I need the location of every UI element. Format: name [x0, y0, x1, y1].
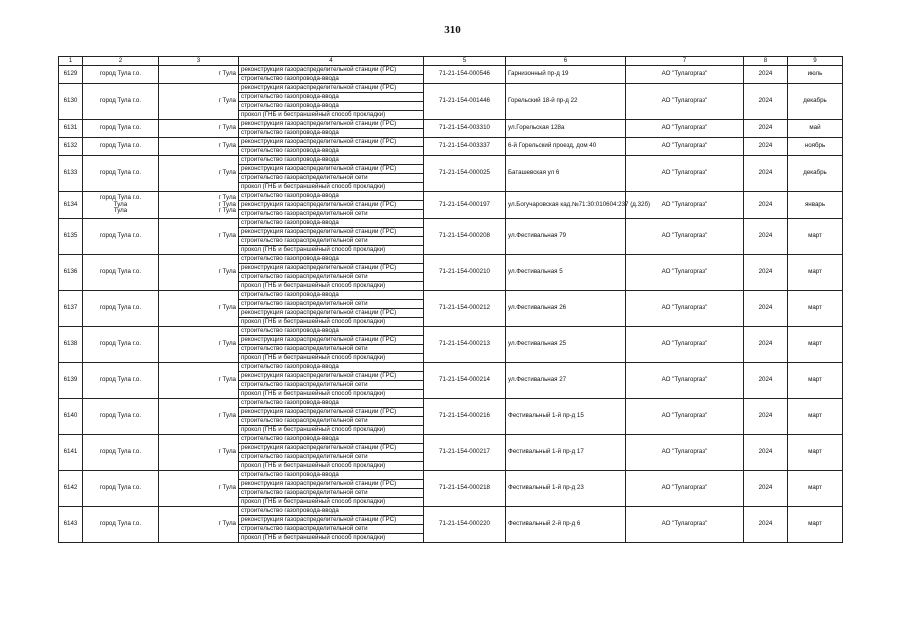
object-code: 71-21-154-000208 — [424, 219, 506, 255]
record-number: 6136 — [59, 255, 83, 291]
organization: АО "Тулагоргаз" — [626, 507, 744, 543]
organization: АО "Тулагоргаз" — [626, 192, 744, 219]
locality-cell — [159, 363, 239, 399]
municipality: город Тула г.о. — [99, 340, 142, 348]
work-type: прокол (ГНБ и бестраншейный способ прокладки) — [239, 390, 424, 399]
col-header: 8 — [744, 57, 788, 66]
locality-cell — [159, 120, 239, 138]
locality: г Тула — [218, 124, 236, 132]
locality: г Тула — [218, 142, 236, 150]
municipality-cell — [83, 66, 159, 84]
address: ул.Фестивальная 79 — [506, 219, 626, 255]
table-row — [59, 471, 843, 480]
locality-cell — [159, 138, 239, 156]
locality: г Тула — [218, 200, 236, 208]
organization: АО "Тулагоргаз" — [626, 471, 744, 507]
organization: АО "Тулагоргаз" — [626, 156, 744, 192]
work-type: реконструкция газораспределительной станции (ГРС) — [239, 480, 424, 489]
col-header: 6 — [506, 57, 626, 66]
work-type: прокол (ГНБ и бестраншейный способ прокладки) — [239, 498, 424, 507]
month: март — [788, 471, 843, 507]
record-number: 6131 — [59, 120, 83, 138]
locality-cell — [159, 435, 239, 471]
object-code: 71-21-154-000210 — [424, 255, 506, 291]
municipality: Тула — [113, 200, 128, 208]
work-type: реконструкция газораспределительной станции (ГРС) — [239, 138, 424, 147]
organization: АО "Тулагоргаз" — [626, 363, 744, 399]
organization: АО "Тулагоргаз" — [626, 291, 744, 327]
locality: г Тула — [218, 194, 236, 202]
work-type: реконструкция газораспределительной станции (ГРС) — [239, 309, 424, 318]
month: май — [788, 120, 843, 138]
municipality-cell — [83, 255, 159, 291]
locality: г Тула — [218, 169, 236, 177]
month: декабрь — [788, 84, 843, 120]
work-type: строительство газораспределительной сети — [239, 210, 424, 219]
locality: г Тула — [218, 448, 236, 456]
organization: АО "Тулагоргаз" — [626, 66, 744, 84]
table-row — [59, 192, 843, 201]
address: ул.Горельская 128а — [506, 120, 626, 138]
address: ул.Фестивальная 26 — [506, 291, 626, 327]
table-row — [59, 363, 843, 372]
address: Баташевская ул 6 — [506, 156, 626, 192]
work-type: строительство газопровода-ввода — [239, 219, 424, 228]
work-type: строительство газораспределительной сети — [239, 345, 424, 354]
address: ул.Фестивальная 25 — [506, 327, 626, 363]
municipality: город Тула г.о. — [99, 412, 142, 420]
locality-cell — [159, 219, 239, 255]
municipality: город Тула г.о. — [99, 97, 142, 105]
header-row — [59, 57, 843, 66]
locality-cell — [159, 192, 239, 219]
table-row — [59, 138, 843, 147]
municipality: город Тула г.о. — [99, 169, 142, 177]
municipality-cell — [83, 120, 159, 138]
organization: АО "Тулагоргаз" — [626, 84, 744, 120]
municipality-cell — [83, 363, 159, 399]
record-number: 6140 — [59, 399, 83, 435]
col-header: 9 — [788, 57, 843, 66]
work-type: прокол (ГНБ и бестраншейный способ прокладки) — [239, 534, 424, 543]
month: январь — [788, 192, 843, 219]
locality-cell — [159, 327, 239, 363]
object-code: 71-21-154-000546 — [424, 66, 506, 84]
municipality-cell — [83, 399, 159, 435]
year: 2024 — [744, 363, 788, 399]
work-type: строительство газораспределительной сети — [239, 453, 424, 462]
table-body — [59, 66, 843, 543]
object-code: 71-21-154-000216 — [424, 399, 506, 435]
table-row — [59, 507, 843, 516]
work-type: реконструкция газораспределительной станции (ГРС) — [239, 84, 424, 93]
record-number: 6143 — [59, 507, 83, 543]
address: Горельский 18-й пр-д 22 — [506, 84, 626, 120]
table-row — [59, 255, 843, 264]
record-number: 6141 — [59, 435, 83, 471]
locality-cell — [159, 471, 239, 507]
work-type: строительство газораспределительной сети — [239, 237, 424, 246]
locality: г Тула — [218, 268, 236, 276]
work-type: прокол (ГНБ и бестраншейный способ прокладки) — [239, 462, 424, 471]
municipality-cell — [83, 84, 159, 120]
work-type: строительство газораспределительной сети — [239, 489, 424, 498]
month: март — [788, 219, 843, 255]
work-type: прокол (ГНБ и бестраншейный способ прокладки) — [239, 354, 424, 363]
month: март — [788, 291, 843, 327]
table-row — [59, 84, 843, 93]
object-code: 71-21-154-003337 — [424, 138, 506, 156]
month: март — [788, 363, 843, 399]
municipality: город Тула г.о. — [99, 232, 142, 240]
table-row — [59, 435, 843, 444]
object-code: 71-21-154-000213 — [424, 327, 506, 363]
work-type: реконструкция газораспределительной станции (ГРС) — [239, 66, 424, 75]
object-code: 71-21-154-001446 — [424, 84, 506, 120]
work-type: прокол (ГНБ и бестраншейный способ прокладки) — [239, 246, 424, 255]
year: 2024 — [744, 291, 788, 327]
municipality: город Тула г.о. — [99, 448, 142, 456]
work-type: строительство газораспределительной сети — [239, 300, 424, 309]
table-row — [59, 291, 843, 300]
work-type: реконструкция газораспределительной станции (ГРС) — [239, 165, 424, 174]
municipality-cell — [83, 138, 159, 156]
month: июль — [788, 66, 843, 84]
record-number: 6132 — [59, 138, 83, 156]
record-number: 6135 — [59, 219, 83, 255]
col-header: 2 — [83, 57, 159, 66]
table-row — [59, 120, 843, 129]
locality: г Тула — [218, 97, 236, 105]
organization: АО "Тулагоргаз" — [626, 219, 744, 255]
col-header: 7 — [626, 57, 744, 66]
year: 2024 — [744, 138, 788, 156]
work-type: прокол (ГНБ и бестраншейный способ прокладки) — [239, 318, 424, 327]
work-type: реконструкция газораспределительной станции (ГРС) — [239, 372, 424, 381]
locality-cell — [159, 399, 239, 435]
month: март — [788, 255, 843, 291]
year: 2024 — [744, 435, 788, 471]
record-number: 6138 — [59, 327, 83, 363]
locality: г Тула — [218, 484, 236, 492]
locality: г Тула — [218, 70, 236, 78]
registry-table — [58, 56, 843, 543]
work-type: строительство газопровода-ввода — [239, 507, 424, 516]
work-type: строительство газопровода-ввода — [239, 75, 424, 84]
address: Фестивальный 1-й пр-д 15 — [506, 399, 626, 435]
page-number: 310 — [444, 24, 461, 36]
col-header: 4 — [239, 57, 424, 66]
col-header: 5 — [424, 57, 506, 66]
object-code: 71-21-154-000218 — [424, 471, 506, 507]
address: Фестивальный 2-й пр-д 6 — [506, 507, 626, 543]
municipality: город Тула г.о. — [99, 194, 142, 202]
work-type: строительство газопровода-ввода — [239, 363, 424, 372]
locality-cell — [159, 66, 239, 84]
month: ноябрь — [788, 138, 843, 156]
work-type: строительство газопровода-ввода — [239, 147, 424, 156]
work-type: реконструкция газораспределительной станции (ГРС) — [239, 201, 424, 210]
work-type: строительство газопровода-ввода — [239, 327, 424, 336]
work-type: строительство газопровода-ввода — [239, 156, 424, 165]
work-type: строительство газораспределительной сети — [239, 174, 424, 183]
work-type: строительство газопровода-ввода — [239, 192, 424, 201]
year: 2024 — [744, 507, 788, 543]
municipality: город Тула г.о. — [99, 376, 142, 384]
year: 2024 — [744, 255, 788, 291]
municipality: город Тула г.о. — [99, 142, 142, 150]
table-row — [59, 219, 843, 228]
work-type: строительство газораспределительной сети — [239, 525, 424, 534]
address: Фестивальный 1-й пр-д 23 — [506, 471, 626, 507]
locality-cell — [159, 84, 239, 120]
organization: АО "Тулагоргаз" — [626, 120, 744, 138]
work-type: прокол (ГНБ и бестраншейный способ прокладки) — [239, 426, 424, 435]
address: ул.Фестивальная 5 — [506, 255, 626, 291]
municipality: Тула — [113, 207, 128, 215]
object-code: 71-21-154-000214 — [424, 363, 506, 399]
locality-cell — [159, 255, 239, 291]
table-row — [59, 327, 843, 336]
year: 2024 — [744, 66, 788, 84]
locality: г Тула — [218, 304, 236, 312]
object-code: 71-21-154-000197 — [424, 192, 506, 219]
municipality: город Тула г.о. — [99, 520, 142, 528]
work-type: строительство газопровода-ввода — [239, 435, 424, 444]
year: 2024 — [744, 471, 788, 507]
work-type: реконструкция газораспределительной станции (ГРС) — [239, 444, 424, 453]
work-type: прокол (ГНБ и бестраншейный способ прокладки) — [239, 282, 424, 291]
municipality-cell — [83, 327, 159, 363]
locality: г Тула — [218, 207, 236, 215]
address: ул.Богучаровская кад.№71:30:010604:237 (д.32б) — [506, 192, 626, 219]
municipality-cell — [83, 219, 159, 255]
object-code: 71-21-154-000025 — [424, 156, 506, 192]
municipality-cell — [83, 192, 159, 219]
work-type: строительство газопровода-ввода — [239, 102, 424, 111]
month: декабрь — [788, 156, 843, 192]
work-type: реконструкция газораспределительной станции (ГРС) — [239, 228, 424, 237]
municipality: город Тула г.о. — [99, 304, 142, 312]
table-row — [59, 156, 843, 165]
work-type: реконструкция газораспределительной станции (ГРС) — [239, 264, 424, 273]
month: март — [788, 435, 843, 471]
organization: АО "Тулагоргаз" — [626, 399, 744, 435]
year: 2024 — [744, 327, 788, 363]
work-type: строительство газопровода-ввода — [239, 471, 424, 480]
object-code: 71-21-154-000220 — [424, 507, 506, 543]
year: 2024 — [744, 84, 788, 120]
work-type: реконструкция газораспределительной станции (ГРС) — [239, 408, 424, 417]
locality-cell — [159, 291, 239, 327]
object-code: 71-21-154-003310 — [424, 120, 506, 138]
address: ул.Фестивальная 27 — [506, 363, 626, 399]
record-number: 6139 — [59, 363, 83, 399]
col-header: 1 — [59, 57, 83, 66]
record-number: 6142 — [59, 471, 83, 507]
col-header: 3 — [159, 57, 239, 66]
municipality-cell — [83, 291, 159, 327]
organization: АО "Тулагоргаз" — [626, 255, 744, 291]
address: Гарнизонный пр-д 19 — [506, 66, 626, 84]
year: 2024 — [744, 156, 788, 192]
month: март — [788, 327, 843, 363]
year: 2024 — [744, 219, 788, 255]
municipality: город Тула г.о. — [99, 70, 142, 78]
locality: г Тула — [218, 412, 236, 420]
object-code: 71-21-154-000212 — [424, 291, 506, 327]
locality-cell — [159, 507, 239, 543]
work-type: строительство газораспределительной сети — [239, 417, 424, 426]
municipality: город Тула г.о. — [99, 484, 142, 492]
organization: АО "Тулагоргаз" — [626, 435, 744, 471]
address: Фестивальный 1-й пр-д 17 — [506, 435, 626, 471]
year: 2024 — [744, 120, 788, 138]
record-number: 6129 — [59, 66, 83, 84]
table-row — [59, 66, 843, 75]
work-type: реконструкция газораспределительной станции (ГРС) — [239, 120, 424, 129]
work-type: строительство газораспределительной сети — [239, 381, 424, 390]
organization: АО "Тулагоргаз" — [626, 327, 744, 363]
municipality: город Тула г.о. — [99, 124, 142, 132]
locality-cell — [159, 156, 239, 192]
municipality: город Тула г.о. — [99, 268, 142, 276]
municipality-cell — [83, 156, 159, 192]
work-type: строительство газораспределительной сети — [239, 273, 424, 282]
work-type: прокол (ГНБ и бестраншейный способ прокладки) — [239, 183, 424, 192]
table-row — [59, 399, 843, 408]
municipality-cell — [83, 471, 159, 507]
locality: г Тула — [218, 520, 236, 528]
year: 2024 — [744, 399, 788, 435]
month: март — [788, 507, 843, 543]
work-type: прокол (ГНБ и бестраншейный способ прокладки) — [239, 111, 424, 120]
month: март — [788, 399, 843, 435]
work-type: строительство газопровода-ввода — [239, 291, 424, 300]
record-number: 6130 — [59, 84, 83, 120]
organization: АО "Тулагоргаз" — [626, 138, 744, 156]
locality: г Тула — [218, 340, 236, 348]
work-type: строительство газопровода-ввода — [239, 399, 424, 408]
work-type: строительство газопровода-ввода — [239, 255, 424, 264]
municipality-cell — [83, 435, 159, 471]
work-type: строительство газопровода-ввода — [239, 129, 424, 138]
work-type: реконструкция газораспределительной станции (ГРС) — [239, 336, 424, 345]
locality: г Тула — [218, 376, 236, 384]
municipality-cell — [83, 507, 159, 543]
object-code: 71-21-154-000217 — [424, 435, 506, 471]
record-number: 6137 — [59, 291, 83, 327]
locality: г Тула — [218, 232, 236, 240]
record-number: 6133 — [59, 156, 83, 192]
year: 2024 — [744, 192, 788, 219]
record-number: 6134 — [59, 192, 83, 219]
work-type: строительство газопровода-ввода — [239, 93, 424, 102]
address: 6-й Горельский проезд, дом 40 — [506, 138, 626, 156]
work-type: реконструкция газораспределительной станции (ГРС) — [239, 516, 424, 525]
